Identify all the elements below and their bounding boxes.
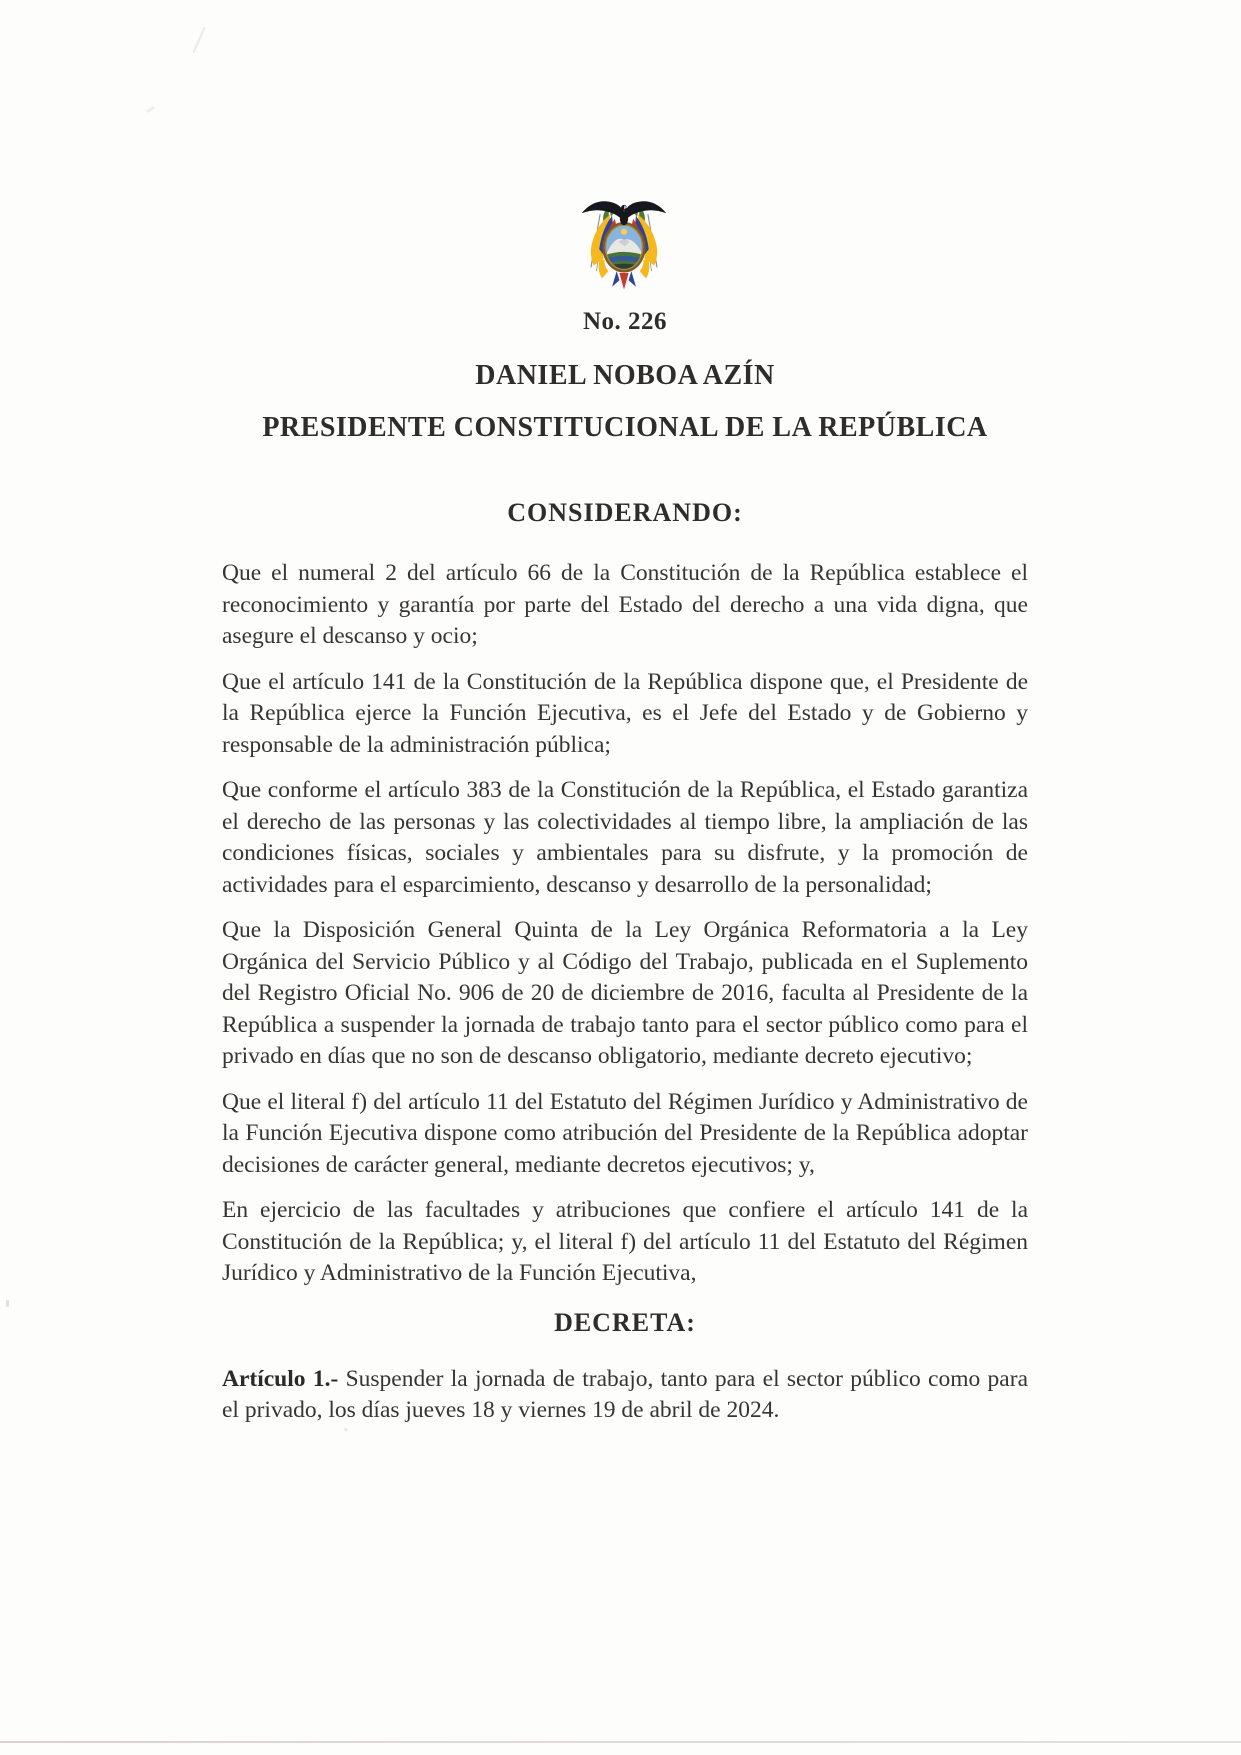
scan-artifact <box>6 1300 9 1307</box>
considerando-paragraph-1: Que el numeral 2 del artículo 66 de la Constitución de la República establece el reconocimiento y garantía por parte del Estado del derecho a una vida digna, que asegure el descanso y ocio; <box>222 560 1028 649</box>
considerando-paragraph-6: En ejercicio de las facultades y atribuciones que confiere el artículo 141 de la Constitución de la República; y, el literal f) del artículo 11 del Estatuto del Régimen Jurídico y Administrativo de la Función Ejecutiva, <box>222 1197 1028 1286</box>
decreta-heading: DECRETA: <box>554 1307 696 1337</box>
article-1-text: Suspender la jornada de trabajo, tanto para el sector público como para el privado, los días jueves 18 y viernes 19 de abril de 2024. <box>222 1365 1028 1423</box>
considerando-paragraph-2: Que el artículo 141 de la Constitución de la República dispone que, el Presidente de la República ejerce la Función Ejecutiva, es el Jefe del Estado y de Gobierno y responsable de la administración pública; <box>222 668 1028 758</box>
article-1 <box>222 1364 1028 1427</box>
president-title: PRESIDENTE CONSTITUCIONAL DE LA REPÚBLICA <box>262 412 988 443</box>
president-name: DANIEL NOBOA AZÍN <box>475 360 775 391</box>
decree-number: No. 226 <box>582 308 668 335</box>
considerando-paragraph-3: Que conforme el artículo 383 de la Constitución de la República, el Estado garantiza el derecho de las personas y las colectividades al tiempo libre, la ampliación de las condiciones físicas, sociales y ambientales para su disfrute, y la promoción de actividades para el esparcimiento, descanso y desarrollo de la personalidad; <box>222 777 1028 898</box>
considerando-paragraph-4: Que la Disposición General Quinta de la Ley Orgánica Reformatoria a la Ley Orgánica del Servicio Público y al Código del Trabajo, publicada en el Suplemento del Registro Oficial No. 906 de 20 de diciembre de 2016, faculta al Presidente de la República a suspender la jornada de trabajo tanto para el sector público como para el privado en días que no son de descanso obligatorio, mediante decreto ejecutivo; <box>222 917 1028 1069</box>
scan-artifact <box>146 106 155 113</box>
page-bottom-divider <box>0 1741 1241 1743</box>
ecuador-coat-of-arms-icon <box>578 194 670 295</box>
article-1-label: Artículo 1.- <box>222 1365 339 1392</box>
considerando-heading: CONSIDERANDO: <box>507 498 743 527</box>
document-body <box>222 558 1028 1441</box>
considerando-paragraph-5: Que el literal f) del artículo 11 del Estatuto del Régimen Jurídico y Administrativo de la Función Ejecutiva dispone como atribución del Presidente de la República adoptar decisiones de carácter general, mediante decretos ejecutivos; y, <box>222 1088 1028 1178</box>
scan-artifact <box>192 27 205 53</box>
